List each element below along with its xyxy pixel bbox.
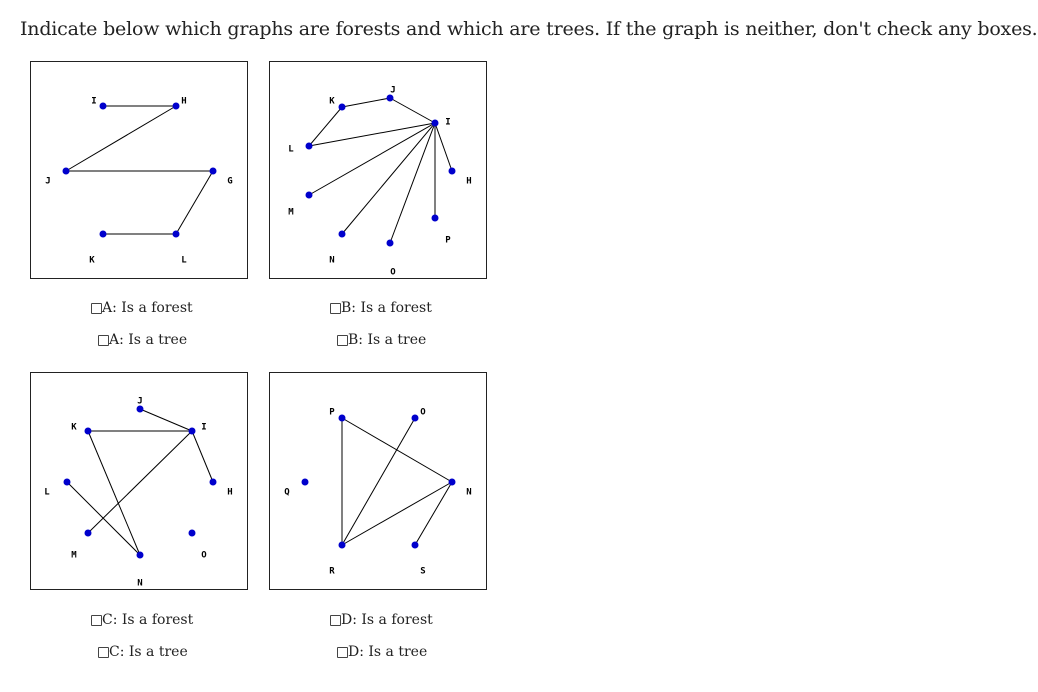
graph-c-forest-checkbox[interactable] xyxy=(91,615,102,626)
graph-c-node-label-m: M xyxy=(71,550,77,561)
graph-c-node-label-j: J xyxy=(137,396,143,407)
graph-b-forest-label: B: Is a forest xyxy=(341,300,432,316)
graph-a-node-k xyxy=(100,231,107,238)
graph-d-node-o xyxy=(412,415,419,422)
graph-b-edge-i-h xyxy=(435,123,452,171)
graph-c-forest-option[interactable] xyxy=(91,612,193,628)
graph-b-node-o xyxy=(387,240,394,247)
graph-c-node-h xyxy=(210,479,217,486)
graph-c-node-k xyxy=(85,428,92,435)
graph-c-edge-j-i xyxy=(140,409,192,431)
graph-b-tree-option[interactable] xyxy=(337,332,426,348)
graph-panel-c xyxy=(30,372,248,590)
graph-c-node-j xyxy=(137,406,144,413)
graph-c-tree-label: C: Is a tree xyxy=(109,644,188,660)
graph-b-node-p xyxy=(432,215,439,222)
graph-b-node-label-n: N xyxy=(329,255,335,266)
graph-b-edge-i-m xyxy=(309,123,435,195)
graph-b-node-label-h: H xyxy=(466,176,472,187)
graph-b-node-label-p: P xyxy=(445,235,451,246)
graph-d-edge-n-s xyxy=(415,482,452,545)
graph-b-edge-i-o xyxy=(390,123,435,243)
graph-d-tree-label: D: Is a tree xyxy=(348,644,428,660)
graph-a-node-label-h: H xyxy=(181,96,187,107)
graph-a-node-label-l: L xyxy=(181,255,187,266)
graph-b-node-i xyxy=(432,120,439,127)
graph-a-forest-option[interactable] xyxy=(91,300,193,316)
graph-d-forest-checkbox[interactable] xyxy=(330,615,341,626)
graph-c-node-label-n: N xyxy=(137,578,143,589)
graph-panel-a xyxy=(30,61,248,279)
graph-b-forest-checkbox[interactable] xyxy=(330,303,341,314)
graph-b-node-label-m: M xyxy=(288,207,294,218)
graph-d-node-label-q: Q xyxy=(284,487,290,498)
graph-b-node-h xyxy=(449,168,456,175)
graph-d-tree-option[interactable] xyxy=(337,644,427,660)
graph-c-node-label-l: L xyxy=(44,487,50,498)
graph-b-forest-option[interactable] xyxy=(330,300,432,316)
graph-c-edge-i-m xyxy=(88,431,192,533)
graph-a-node-j xyxy=(63,168,70,175)
graph-a-node-g xyxy=(210,168,217,175)
graph-c-forest-label: C: Is a forest xyxy=(102,612,194,628)
instruction-text: Indicate below which graphs are forests and which are trees. If the graph is neither, don't check any boxes. xyxy=(20,18,1038,40)
graph-a-tree-label: A: Is a tree xyxy=(109,332,188,348)
graph-a-node-h xyxy=(173,103,180,110)
graph-a-svg xyxy=(30,61,248,279)
graph-c-node-label-h: H xyxy=(227,487,233,498)
graph-c-tree-option[interactable] xyxy=(98,644,188,660)
graph-b-node-j xyxy=(387,95,394,102)
graph-d-tree-checkbox[interactable] xyxy=(337,647,348,658)
graph-b-svg xyxy=(269,61,487,279)
graph-d-node-label-p: P xyxy=(329,407,335,418)
graph-c-node-label-o: O xyxy=(201,550,207,561)
graph-c-edge-k-n xyxy=(88,431,140,555)
graph-panel-d xyxy=(269,372,487,590)
graph-a-node-label-i: I xyxy=(91,96,97,107)
graph-a-edge-g-l xyxy=(176,171,213,234)
graph-b-node-label-j: J xyxy=(390,85,396,96)
graph-d-node-q xyxy=(302,479,309,486)
graph-c-node-m xyxy=(85,530,92,537)
graph-a-forest-label: A: Is a forest xyxy=(102,300,193,316)
graph-b-node-label-i: I xyxy=(445,117,451,128)
graph-b-node-l xyxy=(306,143,313,150)
graph-c-edge-i-h xyxy=(192,431,213,482)
graph-c-tree-checkbox[interactable] xyxy=(98,647,109,658)
graph-c-svg xyxy=(30,372,248,590)
graph-b-edge-k-j xyxy=(342,98,390,107)
graph-b-edge-j-i xyxy=(390,98,435,123)
graph-b-edge-l-i xyxy=(309,123,435,146)
graph-b-node-label-l: L xyxy=(288,144,294,155)
graph-b-edge-k-l xyxy=(309,107,342,146)
graph-c-node-label-i: I xyxy=(201,422,207,433)
graph-b-node-n xyxy=(339,231,346,238)
graph-b-node-label-o: O xyxy=(390,267,396,278)
graph-d-node-label-r: R xyxy=(329,566,335,577)
graph-b-node-k xyxy=(339,104,346,111)
graph-d-svg xyxy=(269,372,487,590)
graph-d-node-p xyxy=(339,415,346,422)
graph-a-node-label-k: K xyxy=(89,255,95,266)
graph-d-forest-label: D: Is a forest xyxy=(341,612,433,628)
graph-b-node-label-k: K xyxy=(329,96,335,107)
graph-d-edge-o-r xyxy=(342,418,415,545)
graph-d-node-s xyxy=(412,542,419,549)
graph-d-node-r xyxy=(339,542,346,549)
graph-a-tree-option[interactable] xyxy=(98,332,187,348)
graph-d-forest-option[interactable] xyxy=(330,612,433,628)
graph-c-node-label-k: K xyxy=(71,422,77,433)
graph-d-edge-r-n xyxy=(342,482,452,545)
graph-a-tree-checkbox[interactable] xyxy=(98,335,109,346)
graph-a-node-i xyxy=(100,103,107,110)
graph-a-node-l xyxy=(173,231,180,238)
graph-b-edge-i-n xyxy=(342,123,435,234)
graph-d-node-label-n: N xyxy=(466,487,472,498)
graph-a-node-label-g: G xyxy=(227,176,233,187)
graph-c-node-n xyxy=(137,552,144,559)
graph-a-edge-h-j xyxy=(66,106,176,171)
graph-c-node-i xyxy=(189,428,196,435)
graph-d-node-label-o: O xyxy=(420,407,426,418)
graph-a-forest-checkbox[interactable] xyxy=(91,303,102,314)
graph-b-tree-label: B: Is a tree xyxy=(348,332,427,348)
graph-b-node-m xyxy=(306,192,313,199)
graph-panel-b xyxy=(269,61,487,279)
graph-d-node-label-s: S xyxy=(420,566,426,577)
graph-a-node-label-j: J xyxy=(45,176,51,187)
graph-c-node-l xyxy=(64,479,71,486)
graph-b-tree-checkbox[interactable] xyxy=(337,335,348,346)
graph-c-node-o xyxy=(189,530,196,537)
graph-d-node-n xyxy=(449,479,456,486)
